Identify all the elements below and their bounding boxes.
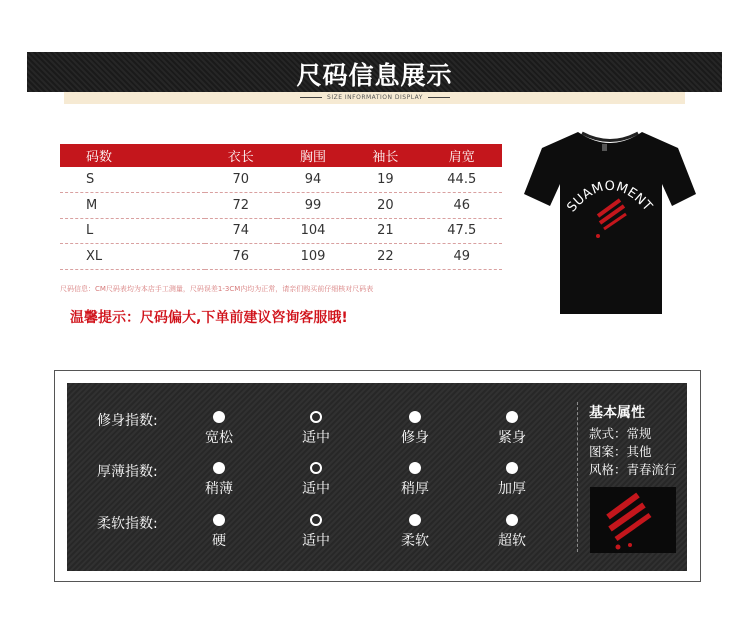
thickness-index-label: 厚薄指数: — [97, 464, 158, 480]
table-cell: S — [60, 167, 205, 193]
table-cell: 74 — [205, 218, 277, 244]
radio-dot[interactable] — [409, 462, 421, 474]
softness-option-extra-soft[interactable]: 超软 — [482, 514, 542, 550]
thickness-option-thick[interactable]: 稍厚 — [385, 462, 445, 498]
radio-dot[interactable] — [213, 462, 225, 474]
table-cell: 104 — [277, 218, 349, 244]
size-table-header — [60, 144, 502, 167]
fit-index-label: 修身指数: — [97, 413, 158, 429]
softness-option-hard[interactable]: 硬 — [189, 514, 249, 550]
col-chest: 胸围 — [277, 144, 349, 167]
radio-dot-selected[interactable] — [310, 411, 322, 423]
title-banner — [27, 52, 722, 92]
size-note: 尺码信息：CM尺码表均为本店手工测量，尺码误差1-3CM内均为正常，请亲们购买前仔细核对尺码表 — [60, 285, 374, 293]
fit-option-regular[interactable]: 适中 — [286, 411, 346, 447]
table-cell: M — [60, 193, 205, 219]
radio-dot-selected[interactable] — [310, 462, 322, 474]
page-title: 尺码信息展示 — [296, 61, 453, 90]
softness-option-soft[interactable]: 柔软 — [385, 514, 445, 550]
product-tshirt-image — [520, 124, 700, 319]
softness-index-label: 柔软指数: — [97, 516, 158, 532]
radio-dot-selected[interactable] — [310, 514, 322, 526]
size-table — [60, 144, 502, 270]
basic-attributes-title: 基本属性 — [589, 405, 645, 421]
radio-dot[interactable] — [506, 514, 518, 526]
attr-style: 款式：常规 — [589, 426, 652, 441]
col-shoulder: 肩宽 — [422, 144, 502, 167]
shirt-print-text: SUAMOMENT — [564, 178, 656, 216]
radio-dot[interactable] — [506, 411, 518, 423]
fit-option-loose[interactable]: 宽松 — [189, 411, 249, 447]
radio-dot[interactable] — [213, 411, 225, 423]
attr-genre: 风格：青春流行 — [589, 462, 677, 477]
radio-dot[interactable] — [409, 514, 421, 526]
softness-option-regular[interactable]: 适中 — [286, 514, 346, 550]
table-row — [60, 218, 502, 244]
thickness-option-extra[interactable]: 加厚 — [482, 462, 542, 498]
table-cell: 99 — [277, 193, 349, 219]
fit-option-slim[interactable]: 修身 — [385, 411, 445, 447]
table-cell: 76 — [205, 244, 277, 270]
page-subtitle: SIZE INFORMATION DISPLAY — [327, 94, 423, 101]
attr-pattern: 图案：其他 — [589, 444, 652, 459]
thickness-option-regular[interactable]: 适中 — [286, 462, 346, 498]
attributes-divider — [577, 402, 578, 552]
radio-dot[interactable] — [506, 462, 518, 474]
table-cell: 20 — [349, 193, 421, 219]
print-detail-thumbnail — [590, 487, 676, 553]
table-row — [60, 167, 502, 193]
col-length: 衣长 — [205, 144, 277, 167]
table-cell: 109 — [277, 244, 349, 270]
col-sleeve: 袖长 — [349, 144, 421, 167]
table-cell: 46 — [422, 193, 502, 219]
table-row — [60, 193, 502, 219]
radio-dot[interactable] — [409, 411, 421, 423]
table-cell: 49 — [422, 244, 502, 270]
table-cell: 22 — [349, 244, 421, 270]
size-warning: 温馨提示：尺码偏大,下单前建议咨询客服哦! — [70, 310, 348, 326]
table-cell: 19 — [349, 167, 421, 193]
table-cell: 70 — [205, 167, 277, 193]
thickness-option-thin[interactable]: 稍薄 — [189, 462, 249, 498]
col-size: 码数 — [60, 144, 205, 167]
fit-option-tight[interactable]: 紧身 — [482, 411, 542, 447]
table-cell: 21 — [349, 218, 421, 244]
table-row — [60, 244, 502, 270]
table-cell: 44.5 — [422, 167, 502, 193]
table-cell: 72 — [205, 193, 277, 219]
table-cell: XL — [60, 244, 205, 270]
radio-dot[interactable] — [213, 514, 225, 526]
table-cell: L — [60, 218, 205, 244]
table-cell: 47.5 — [422, 218, 502, 244]
table-cell: 94 — [277, 167, 349, 193]
